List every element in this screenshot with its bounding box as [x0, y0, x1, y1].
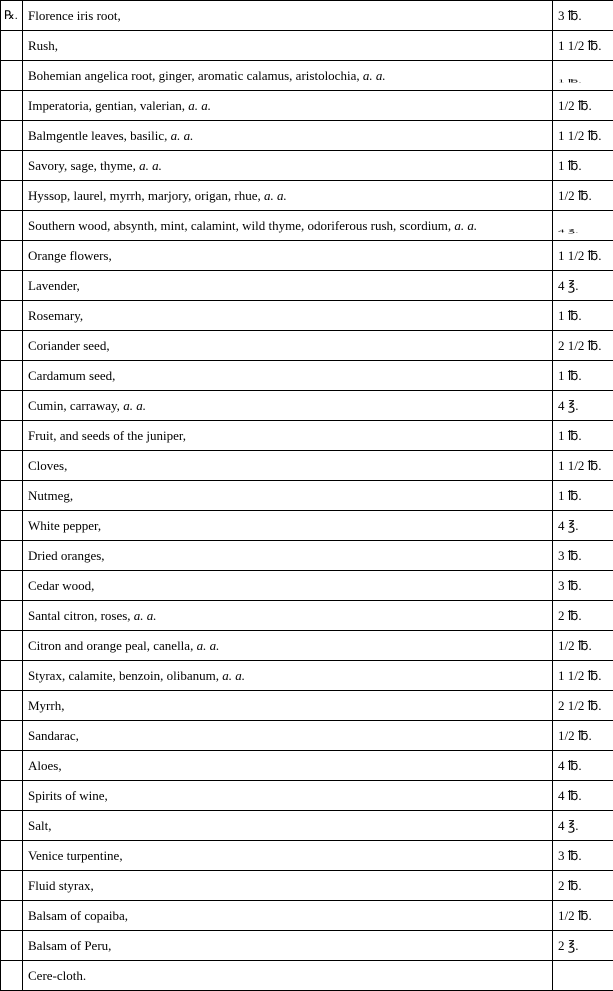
mark-cell — [1, 661, 23, 691]
ingredient-cell — [23, 811, 553, 841]
ingredient-text: Aloes, — [28, 758, 62, 773]
ingredient-text: Fluid styrax, — [28, 878, 94, 893]
table-row — [1, 691, 613, 721]
table-row — [1, 151, 613, 181]
ingredient-cell — [23, 451, 553, 481]
table-row — [1, 661, 613, 691]
ingredient-cell — [23, 1, 553, 31]
ingredient-text: Lavender, — [28, 278, 80, 293]
ingredient-cell — [23, 871, 553, 901]
ingredient-cell — [23, 481, 553, 511]
quantity-cell: 1 ℔. — [553, 421, 613, 451]
table-row — [1, 31, 613, 61]
ingredient-text: Fruit, and seeds of the juniper, — [28, 428, 186, 443]
quantity-cell: 4 ℥. — [553, 511, 613, 541]
ingredient-text: Bohemian angelica root, ginger, aromatic calamus, aristolochia, — [28, 68, 360, 83]
mark-cell — [1, 691, 23, 721]
ingredient-text: Cardamum seed, — [28, 368, 116, 383]
ingredient-text: Rush, — [28, 38, 58, 53]
mark-cell — [1, 241, 23, 271]
table-row — [1, 391, 613, 421]
ingredient-text: Coriander seed, — [28, 338, 110, 353]
table-row — [1, 451, 613, 481]
ingredient-cell — [23, 631, 553, 661]
quantity-cell: 2 ℔. — [553, 871, 613, 901]
ana-mark: a. a. — [362, 68, 386, 83]
table-row — [1, 631, 613, 661]
ingredient-cell — [23, 151, 553, 181]
quantity-cell: 1 1/2 ℔. — [553, 241, 613, 271]
table-row — [1, 421, 613, 451]
ingredient-cell — [23, 61, 553, 91]
table-row — [1, 481, 613, 511]
ingredient-cell — [23, 961, 553, 991]
ana-mark: a. a. — [139, 158, 162, 173]
ingredient-text: Styrax, calamite, benzoin, olibanum, — [28, 668, 219, 683]
mark-cell — [1, 301, 23, 331]
quantity-cell: 4 ℥. — [553, 811, 613, 841]
ana-mark: a. a. — [133, 608, 157, 623]
mark-cell — [1, 91, 23, 121]
ingredient-cell — [23, 511, 553, 541]
table-row — [1, 931, 613, 961]
ingredient-cell — [23, 901, 553, 931]
mark-cell — [1, 931, 23, 961]
table-row — [1, 751, 613, 781]
ingredient-cell — [23, 91, 553, 121]
ingredient-cell — [23, 241, 553, 271]
ingredient-text: Savory, sage, thyme, — [28, 158, 136, 173]
mark-cell — [1, 871, 23, 901]
mark-cell — [1, 721, 23, 751]
quantity-cell: 1/2 ℔. — [553, 631, 613, 661]
quantity-text-squashed: 1 ℔. — [558, 78, 582, 84]
table-row — [1, 181, 613, 211]
ingredient-text: Balmgentle leaves, basilic, — [28, 128, 168, 143]
ingredient-text: Dried oranges, — [28, 548, 105, 563]
quantity-cell: 1/2 ℔. — [553, 91, 613, 121]
quantity-cell: 1/2 ℔. — [553, 181, 613, 211]
table-row — [1, 331, 613, 361]
ana-mark: a. a. — [454, 218, 478, 233]
quantity-cell: 1/2 ℔. — [553, 721, 613, 751]
ingredient-text: Southern wood, absynth, mint, calamint, wild thyme, odoriferous rush, scordium, — [28, 218, 452, 233]
mark-cell — [1, 631, 23, 661]
mark-cell — [1, 841, 23, 871]
ingredient-text: Cumin, carraway, — [28, 398, 120, 413]
quantity-cell: 2 1/2 ℔. — [553, 331, 613, 361]
ingredient-text: Orange flowers, — [28, 248, 112, 263]
mark-cell — [1, 361, 23, 391]
ingredient-cell — [23, 181, 553, 211]
table-row — [1, 91, 613, 121]
ingredient-cell — [23, 661, 553, 691]
recipe-mark: ℞. — [1, 1, 23, 31]
quantity-cell: 4 ℥. — [553, 391, 613, 421]
table-row — [1, 211, 613, 241]
quantity-cell — [553, 61, 613, 91]
ana-mark: a. a. — [222, 668, 245, 683]
ingredient-cell — [23, 331, 553, 361]
table-row — [1, 571, 613, 601]
quantity-cell: 2 ℔. — [553, 601, 613, 631]
quantity-cell: 3 ℔. — [553, 1, 613, 31]
mark-cell — [1, 451, 23, 481]
ana-mark: a. a. — [170, 128, 194, 143]
table-row — [1, 271, 613, 301]
mark-cell — [1, 541, 23, 571]
quantity-cell-empty — [553, 961, 613, 991]
ingredient-cell — [23, 601, 553, 631]
quantity-cell: 1 1/2 ℔. — [553, 661, 613, 691]
ingredient-cell — [23, 691, 553, 721]
table-row — [1, 301, 613, 331]
quantity-cell: 1 1/2 ℔. — [553, 31, 613, 61]
mark-cell — [1, 271, 23, 301]
table-row — [1, 121, 613, 151]
ingredient-cell — [23, 841, 553, 871]
mark-cell — [1, 421, 23, 451]
ingredient-text: Cedar wood, — [28, 578, 95, 593]
ingredient-cell — [23, 361, 553, 391]
table-row — [1, 541, 613, 571]
ingredient-text: Cloves, — [28, 458, 68, 473]
ingredient-text: Hyssop, laurel, myrrh, marjory, origan, rhue, — [28, 188, 261, 203]
mark-cell — [1, 391, 23, 421]
quantity-cell: 2 ℥. — [553, 931, 613, 961]
quantity-cell: 1 ℔. — [553, 301, 613, 331]
ingredient-text: Florence iris root, — [28, 8, 121, 23]
table-row — [1, 841, 613, 871]
ingredient-text: Cere-cloth. — [28, 968, 87, 983]
ingredient-cell — [23, 541, 553, 571]
ingredient-text: Myrrh, — [28, 698, 65, 713]
quantity-cell: 4 ℔. — [553, 781, 613, 811]
ingredient-text: Rosemary, — [28, 308, 84, 323]
quantity-cell: 4 ℔. — [553, 751, 613, 781]
mark-cell — [1, 211, 23, 241]
recipe-table-body — [1, 1, 613, 991]
table-row — [1, 61, 613, 91]
mark-cell — [1, 901, 23, 931]
mark-cell — [1, 61, 23, 91]
quantity-cell: 1 ℔. — [553, 481, 613, 511]
ingredient-text: White pepper, — [28, 518, 102, 533]
table-row — [1, 601, 613, 631]
mark-cell — [1, 781, 23, 811]
ana-mark: a. a. — [123, 398, 146, 413]
mark-cell — [1, 331, 23, 361]
quantity-text-squashed: 4 ℥. — [558, 228, 579, 234]
quantity-cell: 1 1/2 ℔. — [553, 451, 613, 481]
quantity-cell: 3 ℔. — [553, 571, 613, 601]
mark-cell — [1, 31, 23, 61]
quantity-cell: 1/2 ℔. — [553, 901, 613, 931]
ingredient-text: Nutmeg, — [28, 488, 74, 503]
quantity-cell: 1 ℔. — [553, 151, 613, 181]
ingredient-cell — [23, 271, 553, 301]
table-row — [1, 721, 613, 751]
table-row — [1, 871, 613, 901]
table-row — [1, 511, 613, 541]
ana-mark: a. a. — [264, 188, 287, 203]
ingredient-text: Santal citron, roses, — [28, 608, 131, 623]
ingredient-text: Balsam of Peru, — [28, 938, 112, 953]
table-row — [1, 361, 613, 391]
mark-cell — [1, 961, 23, 991]
ingredient-text: Venice turpentine, — [28, 848, 123, 863]
ingredient-cell — [23, 391, 553, 421]
mark-cell — [1, 121, 23, 151]
mark-cell — [1, 751, 23, 781]
table-row — [1, 781, 613, 811]
ingredient-cell — [23, 931, 553, 961]
mark-cell — [1, 181, 23, 211]
mark-cell — [1, 601, 23, 631]
quantity-cell: 1 1/2 ℔. — [553, 121, 613, 151]
mark-cell — [1, 811, 23, 841]
mark-cell — [1, 571, 23, 601]
ingredient-cell — [23, 781, 553, 811]
quantity-cell: 3 ℔. — [553, 541, 613, 571]
table-row — [1, 901, 613, 931]
ingredient-cell — [23, 211, 553, 241]
quantity-cell: 1 ℔. — [553, 361, 613, 391]
ingredient-cell — [23, 721, 553, 751]
ingredient-text: Balsam of copaiba, — [28, 908, 128, 923]
ingredient-text: Salt, — [28, 818, 52, 833]
mark-cell — [1, 151, 23, 181]
ingredient-text: Imperatoria, gentian, valerian, — [28, 98, 186, 113]
quantity-cell — [553, 211, 613, 241]
mark-cell — [1, 481, 23, 511]
quantity-cell: 4 ℥. — [553, 271, 613, 301]
quantity-cell: 3 ℔. — [553, 841, 613, 871]
quantity-cell: 2 1/2 ℔. — [553, 691, 613, 721]
ingredient-cell — [23, 121, 553, 151]
ingredient-cell — [23, 301, 553, 331]
ingredient-cell — [23, 571, 553, 601]
ingredient-cell — [23, 751, 553, 781]
table-row — [1, 961, 613, 991]
ana-mark: a. a. — [196, 638, 220, 653]
ingredient-text: Sandarac, — [28, 728, 79, 743]
ana-mark: a. a. — [188, 98, 212, 113]
ingredient-text: Spirits of wine, — [28, 788, 108, 803]
ingredient-text: Citron and orange peal, canella, — [28, 638, 194, 653]
table-row — [1, 1, 613, 31]
ingredient-cell — [23, 421, 553, 451]
table-row — [1, 811, 613, 841]
mark-cell — [1, 511, 23, 541]
ingredient-cell — [23, 31, 553, 61]
table-row — [1, 241, 613, 271]
